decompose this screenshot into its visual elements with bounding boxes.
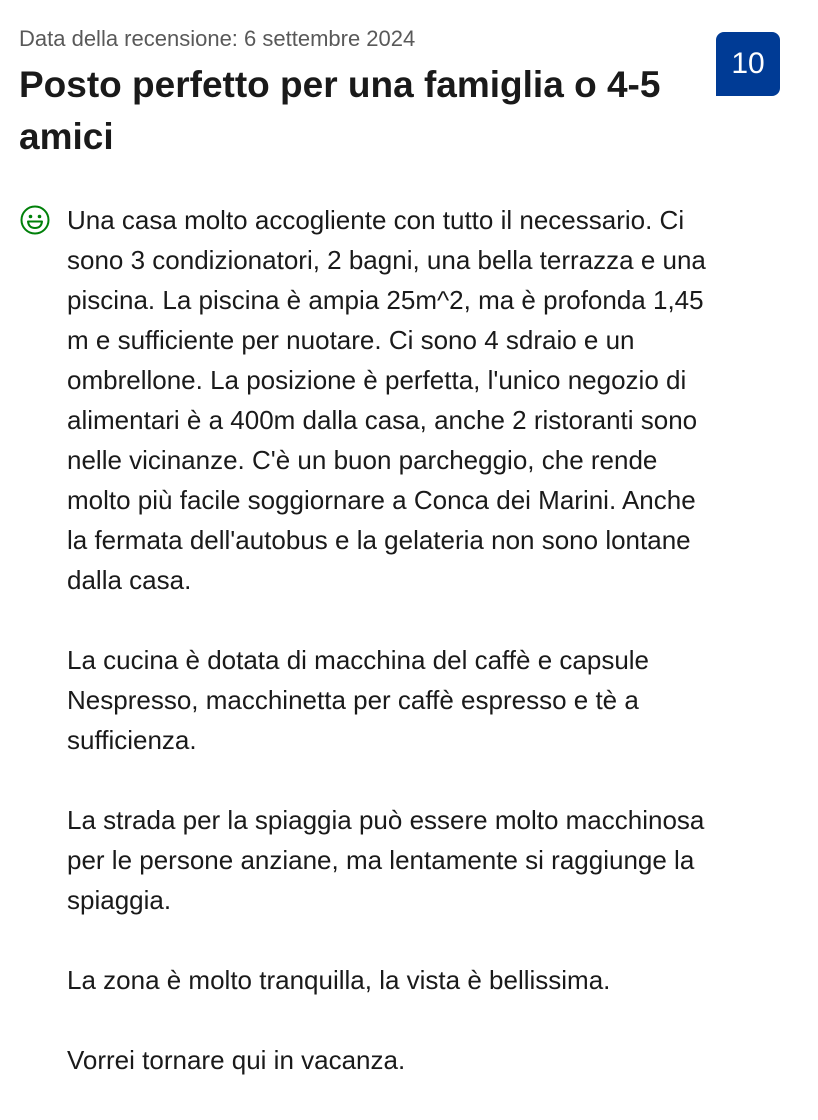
smiley-face-icon (19, 204, 51, 236)
review-paragraph: La strada per la spiaggia può essere molto macchinosa per le persone anziane, ma lentamente si raggiunge la spiaggia. (67, 805, 705, 915)
review-paragraph: La cucina è dotata di macchina del caffè e capsule Nespresso, macchinetta per caffè espresso e tè a sufficienza. (67, 645, 650, 755)
review-paragraph: La zona è molto tranquilla, la vista è bellissima. (67, 965, 611, 995)
review-paragraph: Una casa molto accogliente con tutto il necessario. Ci sono 3 condizionatori, 2 bagni, una bella terrazza e una piscina. La piscina è ampia 25m^2, ma è profonda 1,45 m e sufficiente per nuotare. Ci sono 4 sdraio e un ombrellone. La posizione è perfetta, l'unico negozio di alimentari è a 400m dalla casa, anche 2 ristoranti sono nelle vicinanze. C'è un buon parcheggio, che rende molto più facile soggiornare a Conca dei Marini. Anche la fermata dell'autobus e la gelateria non sono lontane dalla casa. (67, 205, 706, 595)
review-date: Data della recensione: 6 settembre 2024 (19, 26, 416, 51)
review-title: Posto perfetto per una famiglia o 4-5 amici (19, 64, 661, 157)
review-body (67, 200, 802, 1120)
review-score-badge: 10 (716, 32, 780, 96)
review-paragraph: Vorrei tornare qui in vacanza. (67, 1045, 406, 1075)
